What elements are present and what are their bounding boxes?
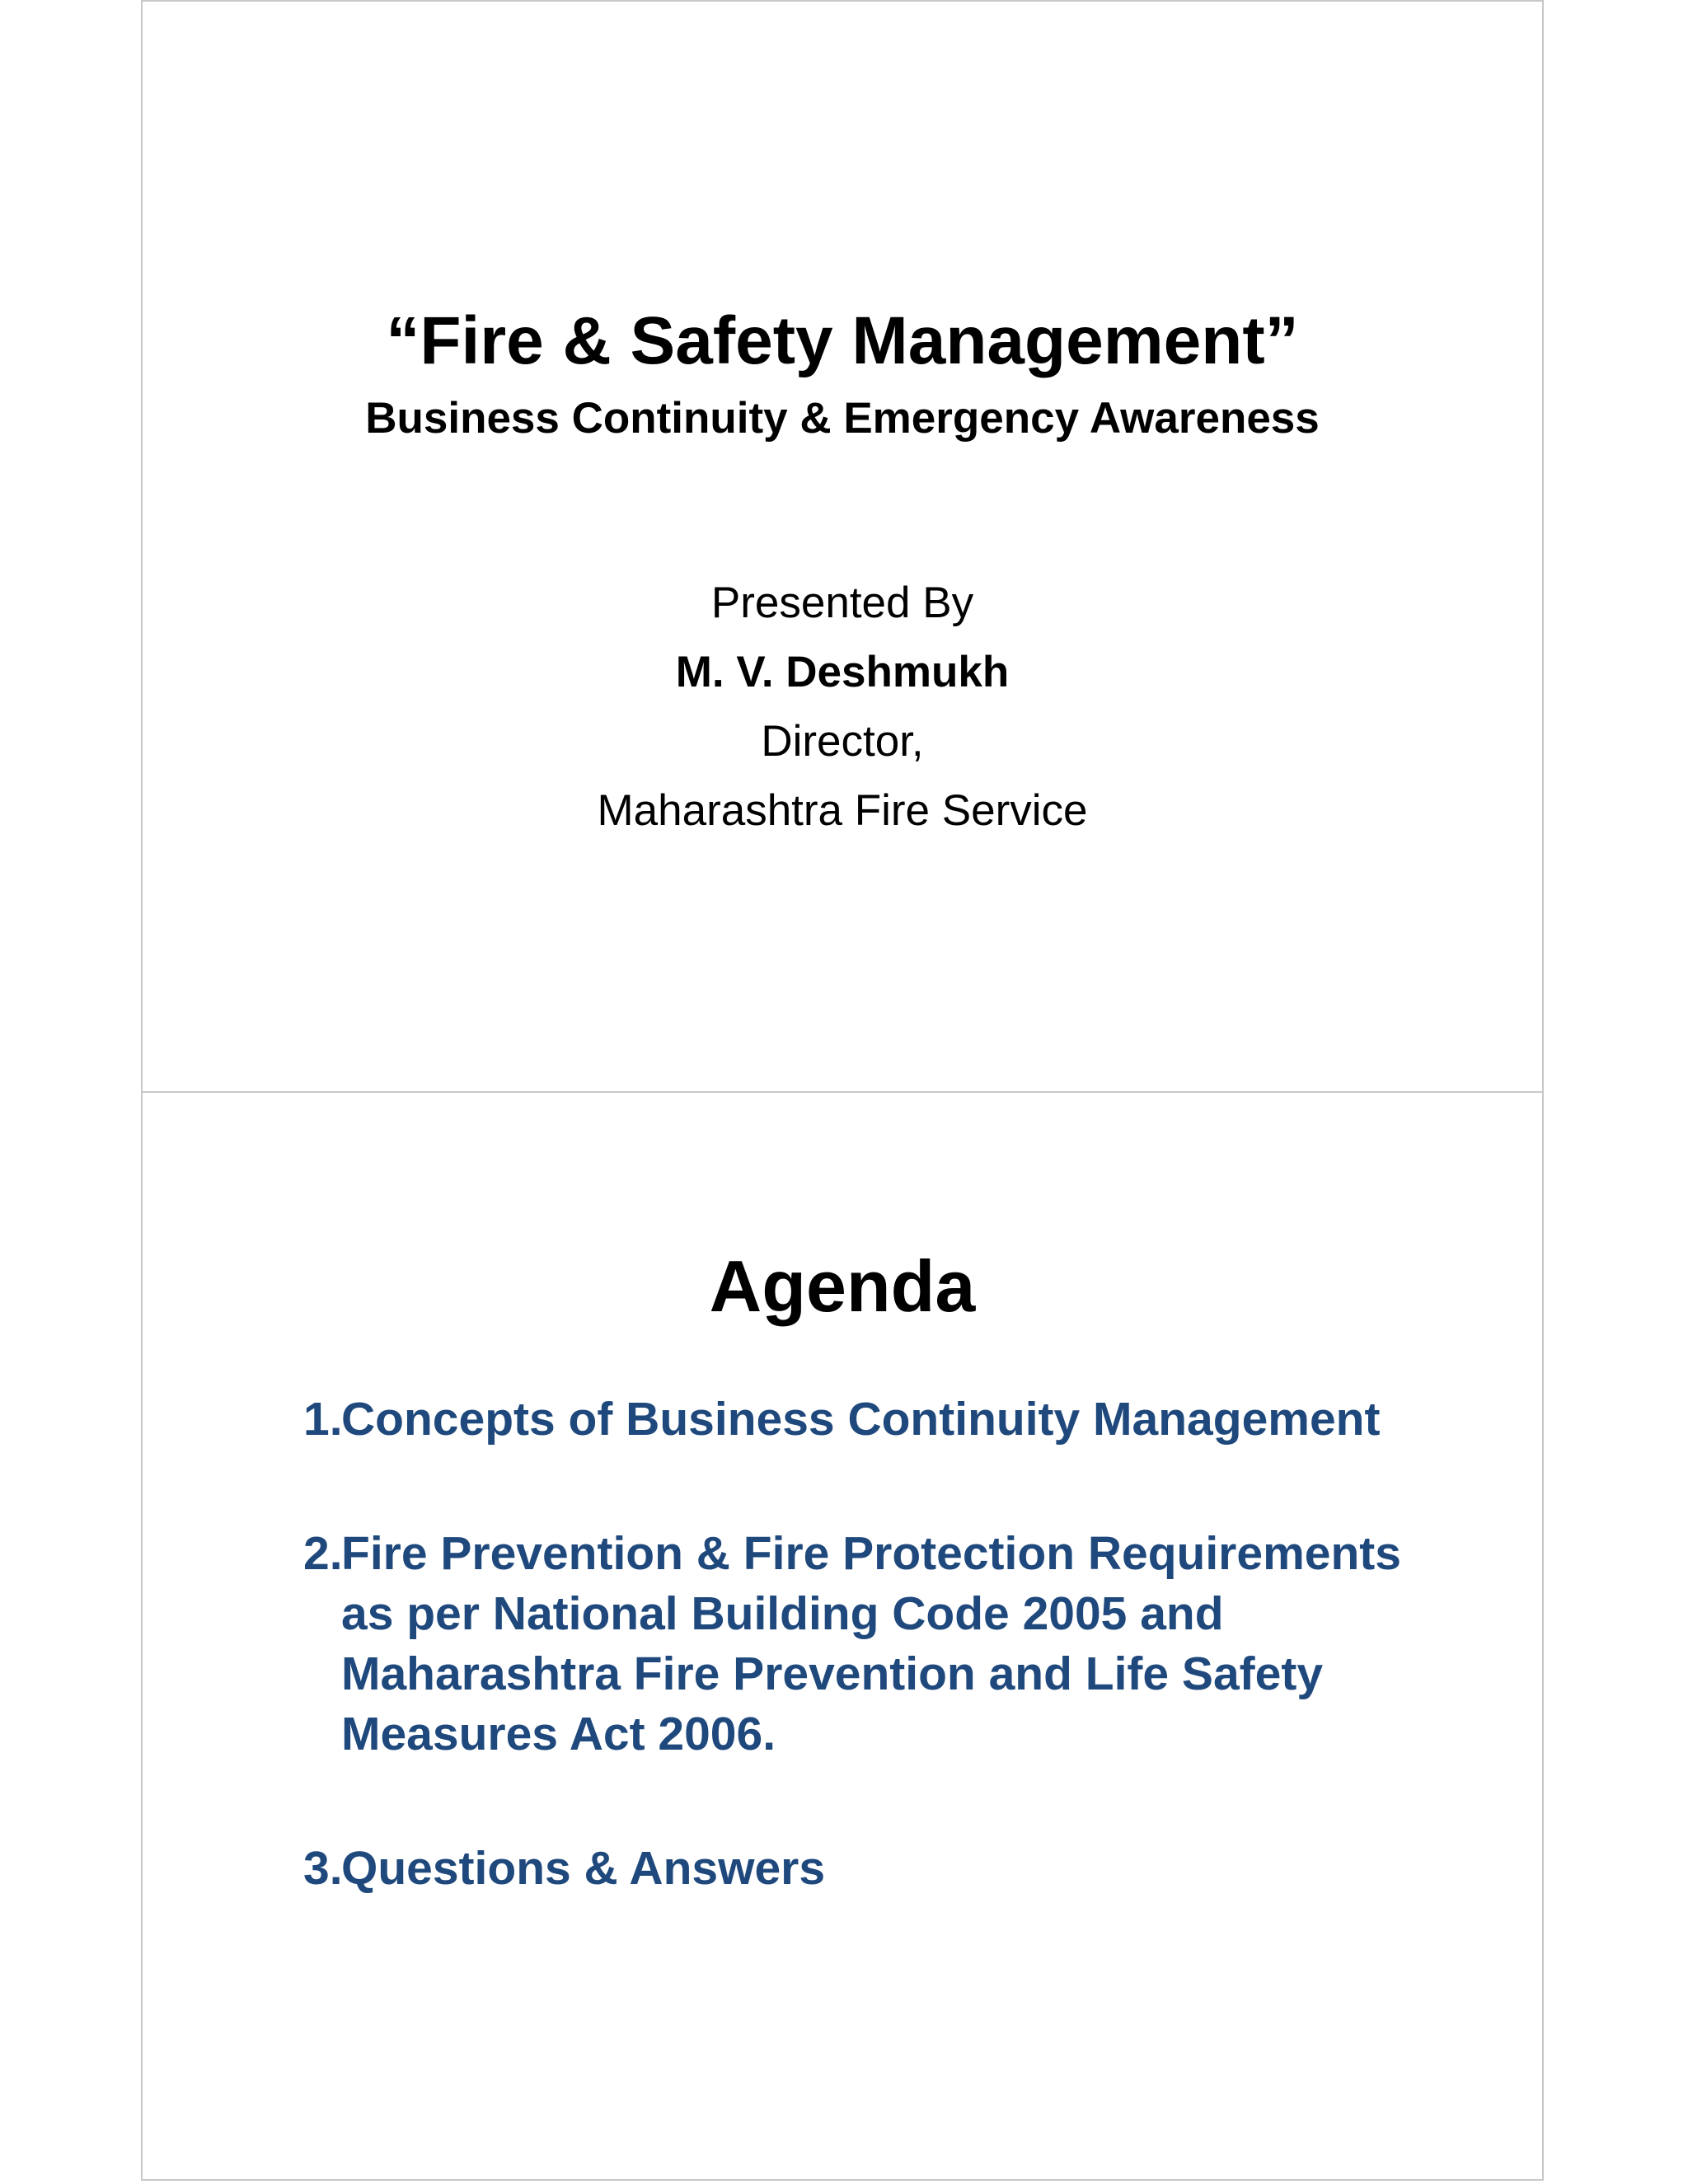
title-slide — [143, 2, 1542, 1091]
agenda-item-number: 2. — [303, 1527, 343, 1580]
agenda-item — [303, 1839, 1416, 1899]
presenter-name: M. V. Deshmukh — [675, 648, 1010, 696]
agenda-item-text: Concepts of Business Continuity Management — [341, 1393, 1381, 1446]
presented-by-label: Presented By — [710, 579, 974, 627]
presenter-role: Director, — [761, 717, 924, 766]
agenda-item — [303, 1524, 1416, 1765]
agenda-item — [303, 1390, 1416, 1450]
agenda-item-text: Fire Prevention & Fire Protection Requirements as per National Building Code 2005 and Maharashtra Fire Prevention and Life Safety Measures Act 2006. — [341, 1527, 1401, 1760]
presenter-organization: Maharashtra Fire Service — [597, 786, 1088, 835]
agenda-heading: Agenda — [709, 1245, 976, 1327]
presenter-block — [143, 569, 1542, 846]
handout-page — [141, 0, 1544, 2181]
presentation-title: “Fire & Safety Management” — [386, 303, 1299, 378]
agenda-item-number: 3. — [303, 1842, 343, 1895]
agenda-list — [303, 1390, 1416, 1973]
agenda-item-text: Questions & Answers — [341, 1842, 826, 1895]
agenda-slide — [143, 1093, 1542, 2182]
agenda-item-number: 1. — [303, 1393, 343, 1446]
presentation-subtitle: Business Continuity & Emergency Awareness — [365, 394, 1320, 443]
